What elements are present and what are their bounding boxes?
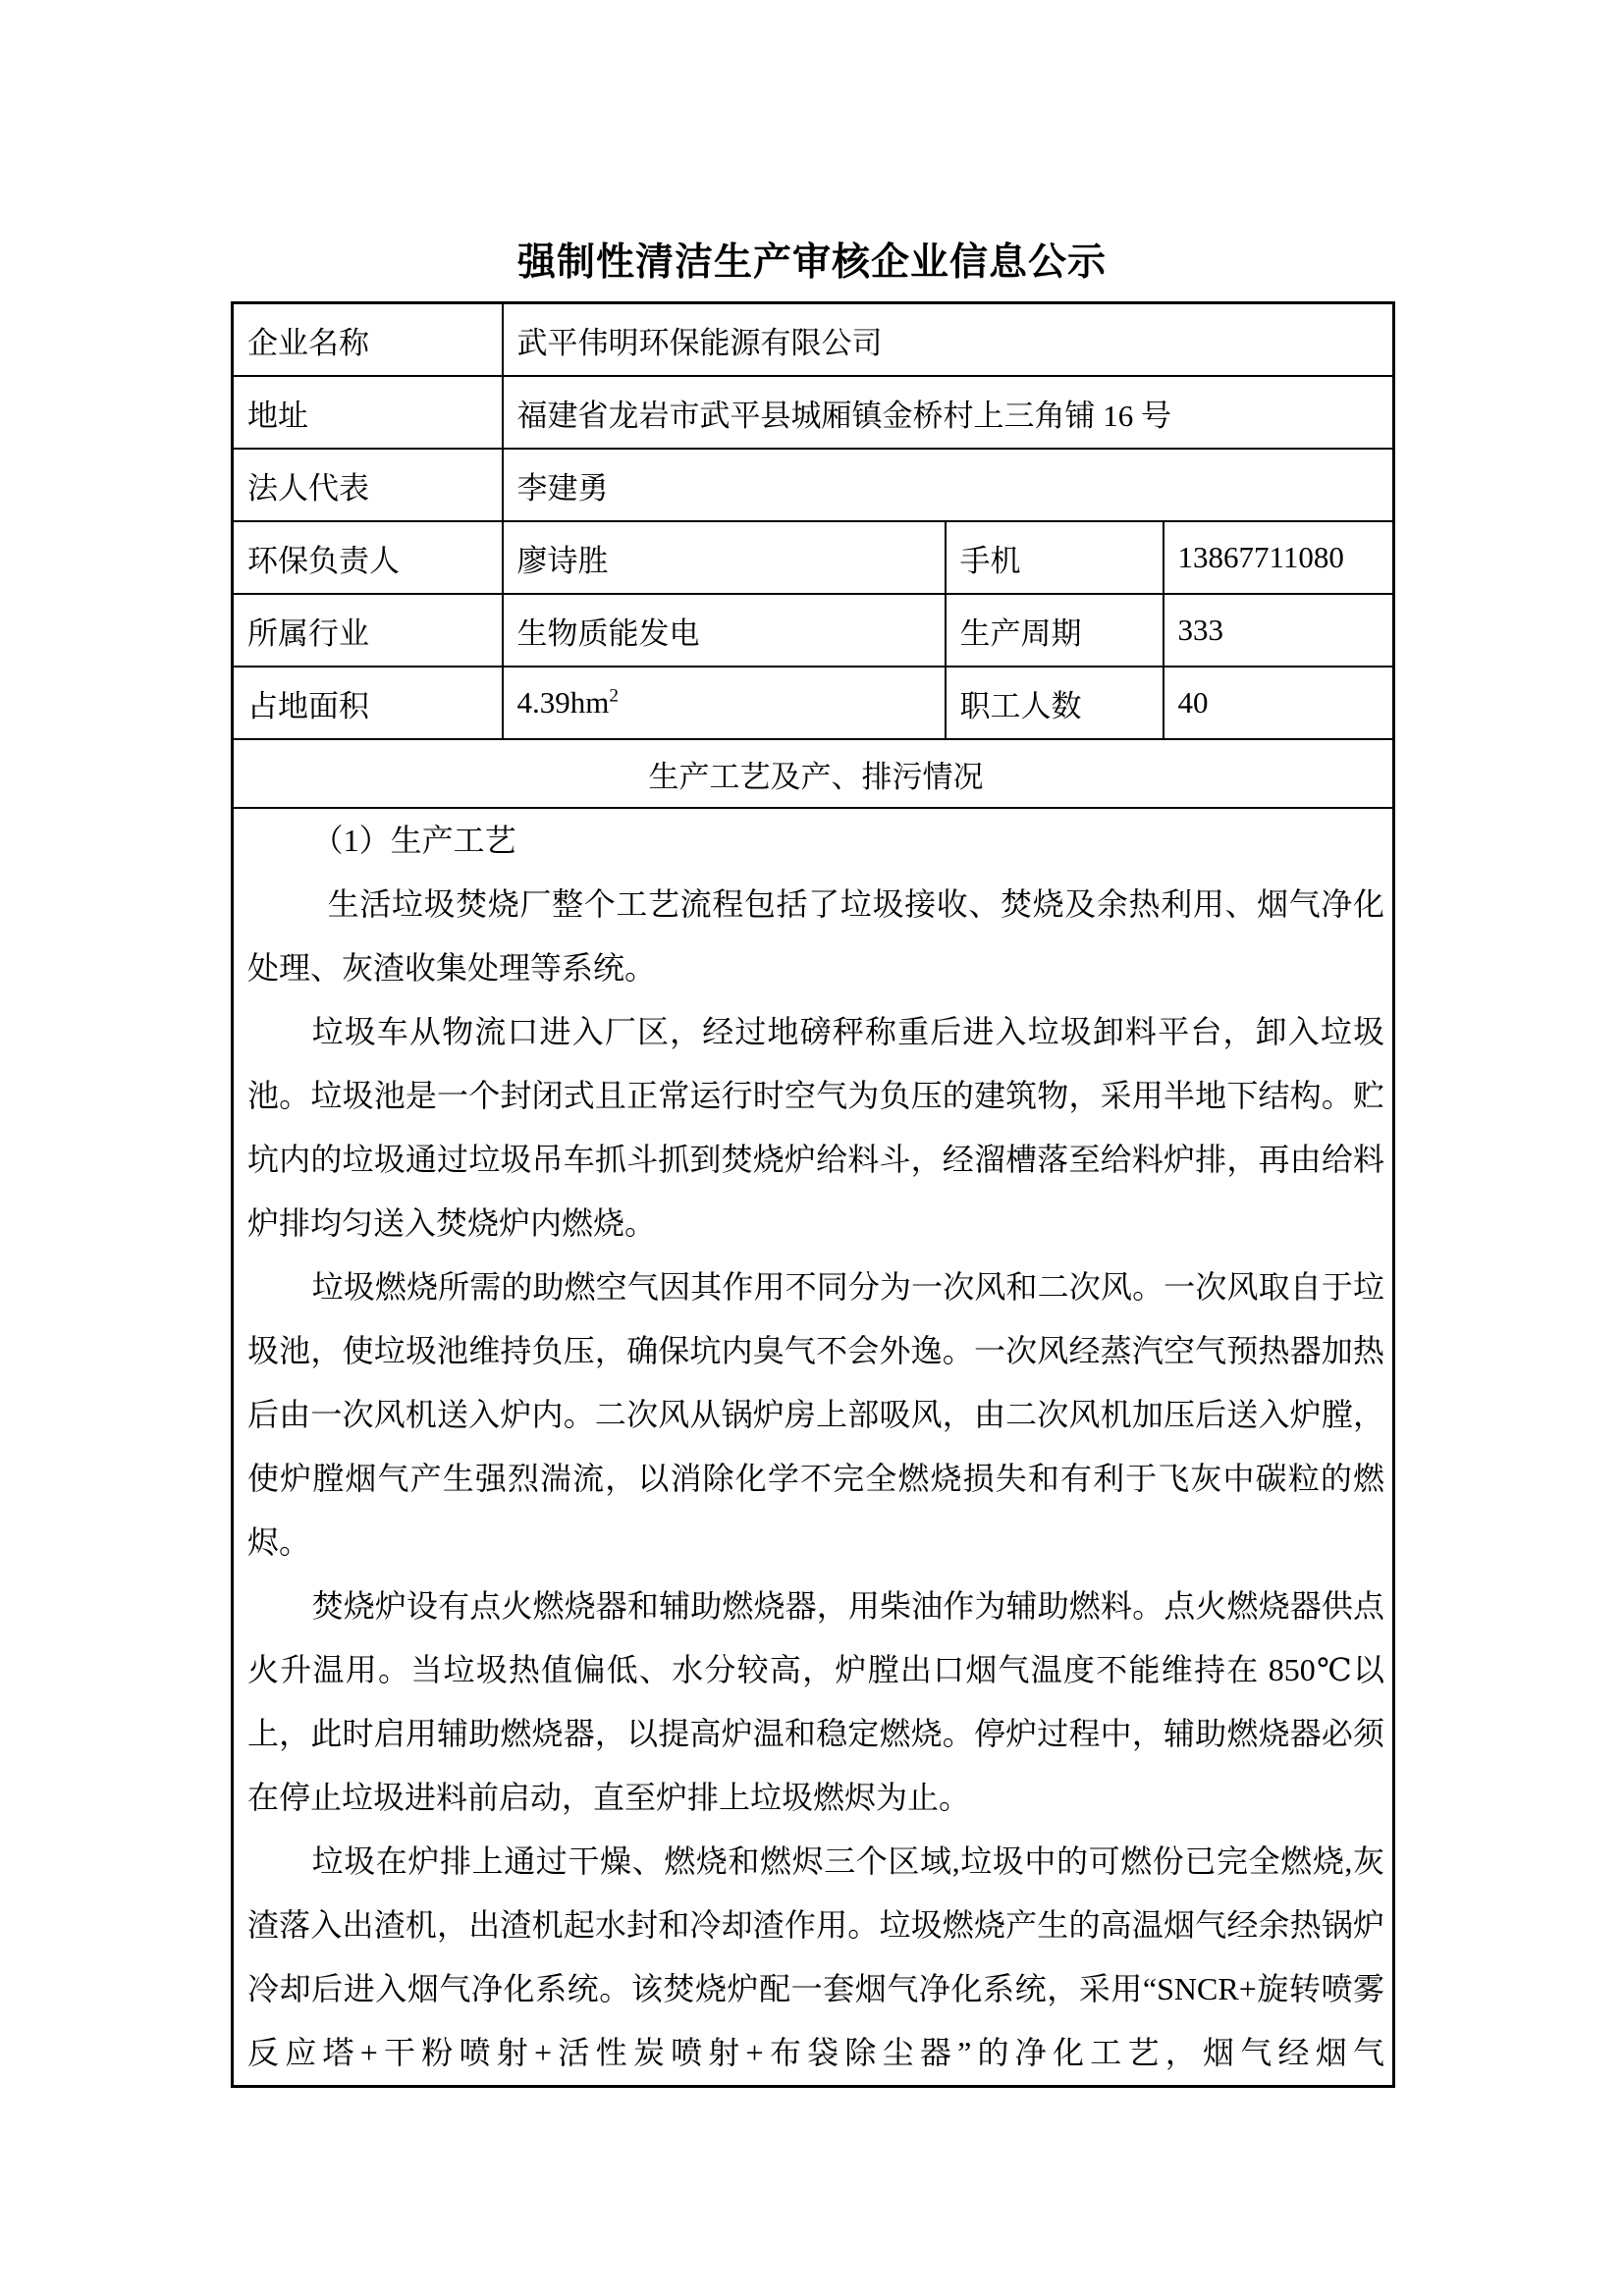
label-land-area: 占地面积 bbox=[233, 667, 503, 739]
section-header: 生产工艺及产、排污情况 bbox=[233, 739, 1394, 808]
table-row bbox=[233, 667, 1394, 739]
process-description-cell bbox=[233, 808, 1394, 2087]
table-row bbox=[233, 521, 1394, 594]
label-legal-representative: 法人代表 bbox=[233, 449, 503, 521]
process-paragraph: 垃圾在炉排上通过干燥、燃烧和燃烬三个区域,垃圾中的可燃份已完全燃烧,灰渣落入出渣机，出渣机起水封和冷却渣作用。垃圾燃烧产生的高温烟气经余热锅炉冷却后进入烟气净化系统。该焚烧炉配一套烟气净化系统，采用“SNCR+旋转喷雾反应塔+干粉喷射+活性炭喷射+布袋除尘器”的净化工艺，烟气经烟气 bbox=[247, 1843, 1385, 2070]
value-production-cycle: 333 bbox=[1164, 594, 1394, 667]
value-legal-representative: 李建勇 bbox=[503, 449, 1394, 521]
value-company-name: 武平伟明环保能源有限公司 bbox=[503, 303, 1394, 377]
value-industry: 生物质能发电 bbox=[503, 594, 946, 667]
value-employee-count: 40 bbox=[1164, 667, 1394, 739]
table-row bbox=[233, 303, 1394, 377]
label-production-cycle: 生产周期 bbox=[946, 594, 1164, 667]
page-title: 强制性清洁生产审核企业信息公示 bbox=[516, 241, 1107, 284]
enterprise-info-table bbox=[231, 301, 1395, 2088]
value-address: 福建省龙岩市武平县城厢镇金桥村上三角铺 16 号 bbox=[503, 376, 1394, 449]
value-land-area bbox=[503, 667, 946, 739]
table-row bbox=[233, 449, 1394, 521]
process-paragraph: 垃圾车从物流口进入厂区，经过地磅秤称重后进入垃圾卸料平台，卸入垃圾池。垃圾池是一个封闭式且正常运行时空气为负压的建筑物，采用半地下结构。贮坑内的垃圾通过垃圾吊车抓斗抓到焚烧炉给料斗，经溜槽落至给料炉排，再由给料炉排均匀送入焚烧炉内燃烧。 bbox=[247, 1014, 1385, 1241]
process-paragraph: 垃圾燃烧所需的助燃空气因其作用不同分为一次风和二次风。一次风取自于垃圾池，使垃圾池维持负压，确保坑内臭气不会外逸。一次风经蒸汽空气预热器加热后由一次风机送入炉内。二次风从锅炉房上部吸风，由二次风机加压后送入炉膛，使炉膛烟气产生强烈湍流，以消除化学不完全燃烧损失和有利于飞灰中碳粒的燃烬。 bbox=[247, 1269, 1385, 1560]
label-industry: 所属行业 bbox=[233, 594, 503, 667]
label-mobile: 手机 bbox=[946, 521, 1164, 594]
label-employee-count: 职工人数 bbox=[946, 667, 1164, 739]
table-row bbox=[233, 739, 1394, 808]
label-address: 地址 bbox=[233, 376, 503, 449]
value-mobile: 13867711080 bbox=[1164, 521, 1394, 594]
value-env-manager: 廖诗胜 bbox=[503, 521, 946, 594]
table-row bbox=[233, 376, 1394, 449]
label-env-manager: 环保负责人 bbox=[233, 521, 503, 594]
table-row bbox=[233, 808, 1394, 2087]
process-paragraph: 焚烧炉设有点火燃烧器和辅助燃烧器，用柴油作为辅助燃料。点火燃烧器供点火升温用。当垃圾热值偏低、水分较高，炉膛出口烟气温度不能维持在 850℃以上，此时启用辅助燃烧器，以提高炉温和稳定燃烧。停炉过程中，辅助燃烧器必须在停止垃圾进料前启动，直至炉排上垃圾燃烬为止。 bbox=[247, 1588, 1385, 1815]
land-area-superscript: 2 bbox=[609, 685, 619, 707]
process-heading: （1）生产工艺 bbox=[311, 823, 516, 858]
process-paragraph: 生活垃圾焚烧厂整个工艺流程包括了垃圾接收、焚烧及余热利用、烟气净化处理、灰渣收集处理等系统。 bbox=[247, 886, 1385, 986]
land-area-number: 4.39hm bbox=[516, 685, 610, 720]
table-row bbox=[233, 594, 1394, 667]
label-company-name: 企业名称 bbox=[233, 303, 503, 377]
